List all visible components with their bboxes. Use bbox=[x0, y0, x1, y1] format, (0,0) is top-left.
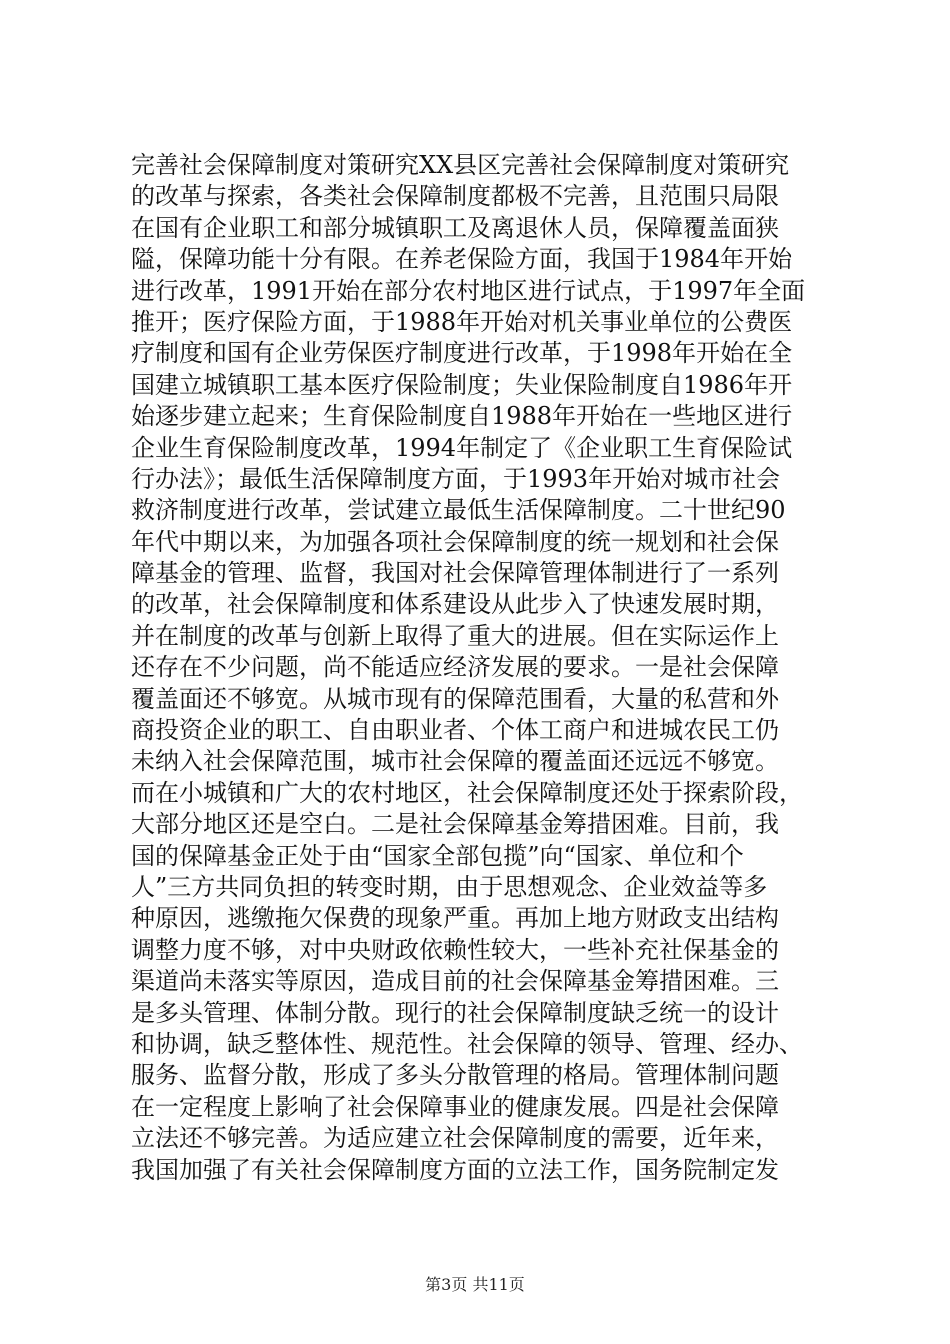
text-line: 渠道尚未落实等原因，造成目前的社会保障基金筹措困难。三 bbox=[131, 967, 779, 996]
text-line: 完善社会保障制度对策研究XX县区完善社会保障制度对策研究 bbox=[131, 151, 790, 179]
text-line: 企业生育保险制度改革，1994年制定了《企业职工生育保险试 bbox=[131, 433, 793, 462]
text-line: 调整力度不够，对中央财政依赖性较大，一些补充社保基金的 bbox=[131, 935, 779, 964]
text-line: 种原因，逃缴拖欠保费的现象严重。再加上地方财政支出结构 bbox=[131, 904, 779, 933]
text-line: 立法还不够完善。为适应建立社会保障制度的需要，近年来， bbox=[131, 1124, 779, 1153]
text-line: 而在小城镇和广大的农村地区，社会保障制度还处于探索阶段， bbox=[131, 778, 803, 807]
body-text bbox=[131, 150, 836, 1186]
text-line: 进行改革，1991开始在部分农村地区进行试点，于1997年全面 bbox=[131, 276, 806, 305]
text-line: 的改革与探索，各类社会保障制度都极不完善，且范围只局限 bbox=[131, 182, 779, 211]
text-line: 在国有企业职工和部分城镇职工及离退休人员，保障覆盖面狭 bbox=[131, 213, 779, 242]
text-line: 在一定程度上影响了社会保障事业的健康发展。四是社会保障 bbox=[131, 1092, 779, 1121]
text-line: 还存在不少问题，尚不能适应经济发展的要求。一是社会保障 bbox=[131, 653, 779, 682]
page-footer: 第3页 共11页 bbox=[425, 1275, 525, 1294]
text-line: 是多头管理、体制分散。现行的社会保障制度缺乏统一的设计 bbox=[131, 998, 779, 1027]
text-line: 并在制度的改革与创新上取得了重大的进展。但在实际运作上 bbox=[131, 621, 779, 650]
text-line: 大部分地区还是空白。二是社会保障基金筹措困难。目前，我 bbox=[131, 810, 779, 839]
text-line: 推开；医疗保险方面，于1988年开始对机关事业单位的公费医 bbox=[131, 307, 793, 336]
text-line: 障基金的管理、监督，我国对社会保障管理体制进行了一系列 bbox=[131, 559, 779, 588]
text-line: 国建立城镇职工基本医疗保险制度；失业保险制度自1986年开 bbox=[131, 370, 793, 399]
text-line: 人”三方共同负担的转变时期，由于思想观念、企业效益等多 bbox=[131, 872, 768, 901]
text-line: 未纳入社会保障范围，城市社会保障的覆盖面还远远不够宽。 bbox=[131, 747, 779, 776]
text-line: 我国加强了有关社会保障制度方面的立法工作，国务院制定发 bbox=[131, 1155, 779, 1184]
text-line: 覆盖面还不够宽。从城市现有的保障范围看，大量的私营和外 bbox=[131, 684, 779, 713]
text-line: 商投资企业的职工、自由职业者、个体工商户和进城农民工仍 bbox=[131, 716, 779, 745]
text-line: 和协调，缺乏整体性、规范性。社会保障的领导、管理、经办、 bbox=[131, 1029, 803, 1058]
text-line: 疗制度和国有企业劳保医疗制度进行改革，于1998年开始在全 bbox=[131, 339, 793, 368]
text-line: 救济制度进行改革，尝试建立最低生活保障制度。二十世纪90 bbox=[131, 496, 786, 525]
text-line: 始逐步建立起来；生育保险制度自1988年开始在一些地区进行 bbox=[131, 402, 793, 431]
text-line: 年代中期以来，为加强各项社会保障制度的统一规划和社会保 bbox=[131, 527, 779, 556]
text-line: 隘，保障功能十分有限。在养老保险方面，我国于1984年开始 bbox=[131, 245, 793, 274]
text-line: 行办法》；最低生活保障制度方面，于1993年开始对城市社会 bbox=[131, 464, 781, 493]
text-line: 的改革，社会保障制度和体系建设从此步入了快速发展时期， bbox=[131, 590, 779, 619]
text-line: 服务、监督分散，形成了多头分散管理的格局。管理体制问题 bbox=[131, 1061, 779, 1090]
text-line: 国的保障基金正处于由“国家全部包揽”向“国家、单位和个 bbox=[131, 841, 744, 870]
